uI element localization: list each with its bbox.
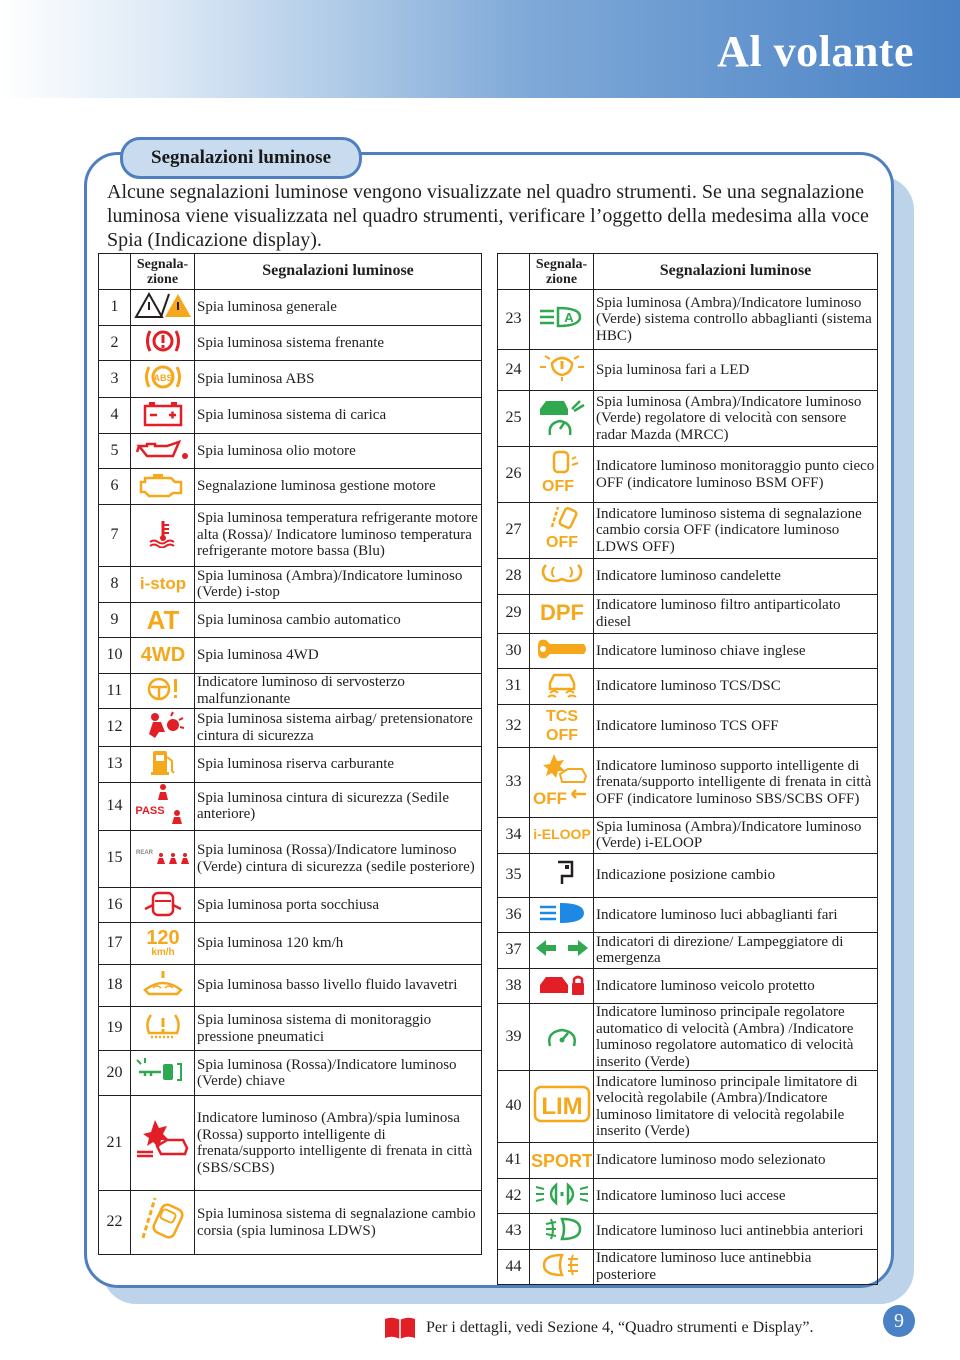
row-symbol [131, 1191, 195, 1255]
row-description: Indicatore luminoso (Ambra)/spia luminosa (Rossa) supporto intelligente di frenata/supporto intelligente di frenata in città (SBS/SCBS) [195, 1096, 482, 1191]
row-symbol [131, 923, 195, 965]
hbc-icon [532, 302, 592, 337]
row-description: Indicatore luminoso luci antinebbia anteriori [594, 1214, 878, 1250]
row-number: 13 [99, 747, 131, 783]
glow-plug-icon [532, 559, 592, 594]
ldws-off-icon [532, 505, 592, 556]
row-symbol [131, 566, 195, 602]
table-row [498, 818, 878, 854]
table-row [498, 391, 878, 447]
header-description: Segnalazioni luminose [594, 254, 878, 290]
security-icon [532, 969, 592, 1004]
tcs-off-icon [532, 705, 592, 748]
row-symbol [530, 633, 594, 669]
row-number: 14 [99, 782, 131, 830]
svg-text:ABS: ABS [152, 372, 173, 383]
row-symbol [131, 1051, 195, 1096]
row-symbol [131, 887, 195, 923]
row-symbol [530, 1214, 594, 1250]
table-row [498, 704, 878, 748]
row-description: Spia luminosa sistema frenante [195, 325, 482, 361]
indicator-table-left [98, 253, 482, 1255]
row-description: Spia luminosa 4WD [195, 638, 482, 674]
row-description: Spia luminosa generale [195, 290, 482, 326]
bsm-off-icon [532, 449, 592, 500]
row-symbol [530, 1071, 594, 1143]
table-row [498, 290, 878, 350]
row-symbol [530, 391, 594, 447]
row-number: 39 [498, 1004, 530, 1071]
row-number: 15 [99, 830, 131, 887]
row-number: 28 [498, 559, 530, 595]
row-symbol [530, 748, 594, 818]
row-description: Indicatore luminoso filtro antiparticolato diesel [594, 594, 878, 633]
row-number: 26 [498, 447, 530, 503]
led-headlight-icon [532, 353, 592, 388]
washer-fluid-icon [133, 968, 193, 1003]
oil-can-icon [133, 434, 193, 469]
svg-text:OFF: OFF [541, 478, 574, 496]
row-description: Spia luminosa sistema di carica [195, 398, 482, 434]
key-icon [133, 1056, 193, 1091]
row-description: Indicatore luminoso luci accese [594, 1178, 878, 1214]
row-number: 3 [99, 361, 131, 398]
row-description: Spia luminosa (Ambra)/Indicatore luminoso (Verde) i-stop [195, 566, 482, 602]
book-icon [384, 1316, 416, 1340]
row-number: 36 [498, 897, 530, 933]
row-description: Spia luminosa ABS [195, 361, 482, 398]
row-description: Spia luminosa sistema airbag/ pretensionatore cintura di sicurezza [195, 709, 482, 747]
row-symbol [131, 782, 195, 830]
svg-text:i-ELOOP: i-ELOOP [532, 826, 591, 842]
row-symbol [131, 965, 195, 1007]
row-symbol [530, 290, 594, 350]
row-symbol [131, 504, 195, 566]
row-number: 21 [99, 1096, 131, 1191]
table-row [498, 933, 878, 969]
row-description: Spia luminosa 120 km/h [195, 923, 482, 965]
row-description: Indicatore luminoso sistema di segnalazione cambio corsia OFF (indicatore luminoso LDWS OFF) [594, 503, 878, 559]
sport-mode-icon [532, 1143, 592, 1178]
svg-text:120: 120 [145, 927, 180, 950]
row-number: 22 [99, 1191, 131, 1255]
row-description: Spia luminosa (Ambra)/Indicatore luminoso (Verde) sistema controllo abbaglianti (sistema HBC) [594, 290, 878, 350]
table-row [498, 1249, 878, 1285]
table-row [498, 669, 878, 705]
row-description: Indicatore luminoso TCS/DSC [594, 669, 878, 705]
mrcc-icon [532, 393, 592, 444]
svg-text:DPF: DPF [539, 600, 584, 626]
cruise-control-icon [532, 1020, 592, 1055]
table-row [99, 1096, 482, 1191]
intro-text: Alcune segnalazioni luminose vengono visualizzate nel quadro strumenti. Se una segnalazione luminosa viene visualizzata nel quadro strumenti, verificare l’oggetto della medesima alla voce Spia (Indicazione display). [107, 181, 869, 251]
table-row [498, 968, 878, 1004]
svg-text:i-stop: i-stop [139, 573, 186, 593]
row-symbol [530, 1178, 594, 1214]
header-number [99, 254, 131, 290]
table-row [99, 782, 482, 830]
table-row [99, 747, 482, 783]
row-number: 32 [498, 704, 530, 748]
table-row [99, 830, 482, 887]
row-number: 44 [498, 1249, 530, 1285]
row-symbol [530, 853, 594, 897]
row-description: Indicatore luminoso principale regolatore automatico di velocità (Ambra) /Indicatore luminoso regolatore automatico di velocità inserito (Verde) [594, 1004, 878, 1071]
table-row [498, 447, 878, 503]
gear-position-icon [532, 858, 592, 893]
page-number: 9 [883, 1305, 915, 1337]
row-number: 2 [99, 325, 131, 361]
row-description: Spia luminosa temperatura refrigerante motore alta (Rossa)/ Indicatore luminoso temperatura refrigerante motore bassa (Blu) [195, 504, 482, 566]
table-row [498, 633, 878, 669]
page-title: Al volante [717, 27, 914, 76]
row-symbol [530, 447, 594, 503]
row-description: Segnalazione luminosa gestione motore [195, 469, 482, 505]
row-description: Spia luminosa (Ambra)/Indicatore luminoso (Verde) i-ELOOP [594, 818, 878, 854]
speed-120-icon [133, 924, 193, 963]
row-description: Indicatore luminoso supporto intelligente di frenata/supporto intelligente di frenata in città OFF (indicatore luminoso SBS/SCBS OFF) [594, 748, 878, 818]
row-description: Indicatore luminoso veicolo protetto [594, 968, 878, 1004]
table-row [498, 594, 878, 633]
row-number: 12 [99, 709, 131, 747]
row-description: Indicatore luminoso monitoraggio punto cieco OFF (indicatore luminoso BSM OFF) [594, 447, 878, 503]
row-description: Spia luminosa (Ambra)/Indicatore luminoso (Verde) regolatore di velocità con sensore radar Mazda (MRCC) [594, 391, 878, 447]
table-row [99, 1051, 482, 1096]
svg-text:REAR: REAR [135, 850, 153, 857]
row-symbol [131, 398, 195, 434]
coolant-temp-icon [133, 518, 193, 553]
table-row [99, 602, 482, 638]
row-description: Indicatore luminoso candelette [594, 559, 878, 595]
sbs-off-icon [532, 752, 592, 813]
lights-on-icon [532, 1179, 592, 1214]
tcs-dsc-icon [532, 669, 592, 704]
row-symbol [131, 638, 195, 674]
table-row [498, 853, 878, 897]
row-number: 38 [498, 968, 530, 1004]
high-beam-icon [532, 898, 592, 933]
row-symbol [131, 602, 195, 638]
header-description: Segnalazioni luminose [195, 254, 482, 290]
row-number: 19 [99, 1007, 131, 1051]
svg-text:PASS: PASS [134, 804, 165, 817]
table-row [99, 887, 482, 923]
row-description: Spia luminosa sistema di monitoraggio pressione pneumatici [195, 1007, 482, 1051]
svg-text:4WD: 4WD [140, 644, 185, 666]
engine-icon [133, 469, 193, 504]
row-description: Spia luminosa cambio automatico [195, 602, 482, 638]
footer-note: Per i dettagli, vedi Sezione 4, “Quadro strumenti e Display”. [426, 1319, 814, 1336]
row-number: 31 [498, 669, 530, 705]
row-number: 42 [498, 1178, 530, 1214]
row-description: Spia luminosa (Rossa)/Indicatore luminoso (Verde) chiave [195, 1051, 482, 1096]
page-header [0, 0, 960, 98]
row-description: Spia luminosa (Rossa)/Indicatore luminoso (Verde) cintura di sicurezza (sedile posteriore) [195, 830, 482, 887]
table-row [99, 1007, 482, 1051]
row-description: Indicatore luminoso di servosterzo malfunzionante [195, 673, 482, 709]
table-row [99, 361, 482, 398]
row-symbol [131, 747, 195, 783]
row-symbol [530, 594, 594, 633]
table-row [99, 566, 482, 602]
row-number: 6 [99, 469, 131, 505]
row-description: Indicazione posizione cambio [594, 853, 878, 897]
table-row [99, 469, 482, 505]
wrench-icon [532, 634, 592, 669]
row-number: 11 [99, 673, 131, 709]
dpf-icon [532, 596, 592, 631]
brake-icon [133, 326, 193, 361]
svg-text:OFF: OFF [545, 534, 578, 552]
row-number: 9 [99, 602, 131, 638]
table-row [498, 897, 878, 933]
turn-signal-icon [532, 933, 592, 968]
airbag-icon [133, 710, 193, 745]
row-description: Spia luminosa riserva carburante [195, 747, 482, 783]
row-number: 34 [498, 818, 530, 854]
header-number [498, 254, 530, 290]
table-row [498, 503, 878, 559]
table-row [99, 1191, 482, 1255]
row-description: Spia luminosa cintura di sicurezza (Sedile anteriore) [195, 782, 482, 830]
row-symbol [131, 290, 195, 326]
section-title: Segnalazioni luminose [120, 137, 362, 179]
row-number: 16 [99, 887, 131, 923]
row-number: 43 [498, 1214, 530, 1250]
tire-pressure-icon [133, 1011, 193, 1046]
table-row [99, 325, 482, 361]
row-symbol [530, 897, 594, 933]
battery-icon [133, 398, 193, 433]
row-number: 4 [99, 398, 131, 434]
table-row [99, 673, 482, 709]
row-description: Spia luminosa sistema di segnalazione cambio corsia (spia luminosa LDWS) [195, 1191, 482, 1255]
svg-text:OFF: OFF [545, 726, 578, 743]
row-number: 27 [498, 503, 530, 559]
row-symbol [131, 673, 195, 709]
row-symbol [131, 1007, 195, 1051]
row-description: Indicatore luminoso chiave inglese [594, 633, 878, 669]
row-symbol [530, 968, 594, 1004]
row-description: Indicatore luminoso TCS OFF [594, 704, 878, 748]
row-number: 5 [99, 433, 131, 469]
seat-belt-icon [133, 783, 193, 830]
at-icon [133, 603, 193, 638]
row-description: Indicatore luminoso principale limitatore di velocità regolabile (Ambra)/Indicatore luminoso limitatore di velocità regolabile inserito (Verde) [594, 1071, 878, 1143]
row-symbol [530, 704, 594, 748]
row-symbol [131, 325, 195, 361]
row-symbol [530, 818, 594, 854]
4wd-icon [133, 638, 193, 673]
table-row [99, 965, 482, 1007]
table-row [99, 290, 482, 326]
table-row [498, 1214, 878, 1250]
table-row [498, 350, 878, 391]
table-row [99, 398, 482, 434]
row-description: Indicatore luminoso luci abbaglianti fari [594, 897, 878, 933]
row-symbol [131, 830, 195, 887]
row-number: 37 [498, 933, 530, 969]
row-symbol [530, 1249, 594, 1285]
i-stop-icon [133, 567, 193, 602]
table-row [99, 433, 482, 469]
table-row [498, 1178, 878, 1214]
row-symbol [530, 503, 594, 559]
warning-triangle-icon [133, 290, 193, 325]
table-row [498, 559, 878, 595]
svg-text:AT: AT [146, 604, 179, 633]
door-ajar-icon [133, 888, 193, 923]
svg-text:SPORT: SPORT [531, 1151, 592, 1171]
row-number: 18 [99, 965, 131, 1007]
svg-text:OFF: OFF [532, 789, 567, 809]
table-row [99, 638, 482, 674]
row-symbol [131, 469, 195, 505]
row-number: 25 [498, 391, 530, 447]
svg-text:TCS: TCS [545, 707, 578, 725]
row-symbol [131, 709, 195, 747]
svg-text:km/h: km/h [150, 947, 175, 959]
table-row [99, 504, 482, 566]
table-row [498, 1143, 878, 1179]
header-symbol: Segnala-zione [530, 254, 594, 290]
abs-icon [133, 362, 193, 397]
row-number: 23 [498, 290, 530, 350]
row-description: Spia luminosa basso livello fluido lavavetri [195, 965, 482, 1007]
lane-departure-icon [133, 1192, 193, 1253]
row-symbol [530, 669, 594, 705]
table-row [498, 1004, 878, 1071]
row-description: Spia luminosa olio motore [195, 433, 482, 469]
row-number: 30 [498, 633, 530, 669]
table-row [99, 923, 482, 965]
table-row [99, 709, 482, 747]
row-number: 10 [99, 638, 131, 674]
row-number: 1 [99, 290, 131, 326]
table-row [498, 748, 878, 818]
i-eloop-icon [532, 818, 592, 853]
svg-text:A: A [563, 310, 574, 326]
row-description: Indicatore luminoso luce antinebbia posteriore [594, 1249, 878, 1285]
rear-seat-belt-icon [133, 844, 193, 873]
fuel-icon [133, 747, 193, 782]
rear-fog-icon [532, 1250, 592, 1285]
speed-limiter-icon [532, 1084, 592, 1129]
row-symbol [530, 1004, 594, 1071]
power-steering-icon [133, 674, 193, 709]
row-symbol [131, 1096, 195, 1191]
row-symbol [131, 361, 195, 398]
row-symbol [530, 933, 594, 969]
row-number: 8 [99, 566, 131, 602]
front-fog-icon [532, 1214, 592, 1249]
row-number: 20 [99, 1051, 131, 1096]
svg-text:LIM: LIM [540, 1093, 583, 1121]
row-description: Spia luminosa porta socchiusa [195, 887, 482, 923]
sbs-icon [133, 1116, 193, 1171]
row-number: 17 [99, 923, 131, 965]
row-description: Indicatori di direzione/ Lampeggiatore di emergenza [594, 933, 878, 969]
row-number: 29 [498, 594, 530, 633]
row-symbol [530, 1143, 594, 1179]
header-symbol: Segnala-zione [131, 254, 195, 290]
row-number: 7 [99, 504, 131, 566]
row-number: 41 [498, 1143, 530, 1179]
row-number: 40 [498, 1071, 530, 1143]
table-row [498, 1071, 878, 1143]
row-number: 33 [498, 748, 530, 818]
row-symbol [131, 433, 195, 469]
row-symbol [530, 559, 594, 595]
row-symbol [530, 350, 594, 391]
indicator-table-right [497, 253, 878, 1285]
row-number: 35 [498, 853, 530, 897]
row-number: 24 [498, 350, 530, 391]
row-description: Spia luminosa fari a LED [594, 350, 878, 391]
row-description: Indicatore luminoso modo selezionato [594, 1143, 878, 1179]
